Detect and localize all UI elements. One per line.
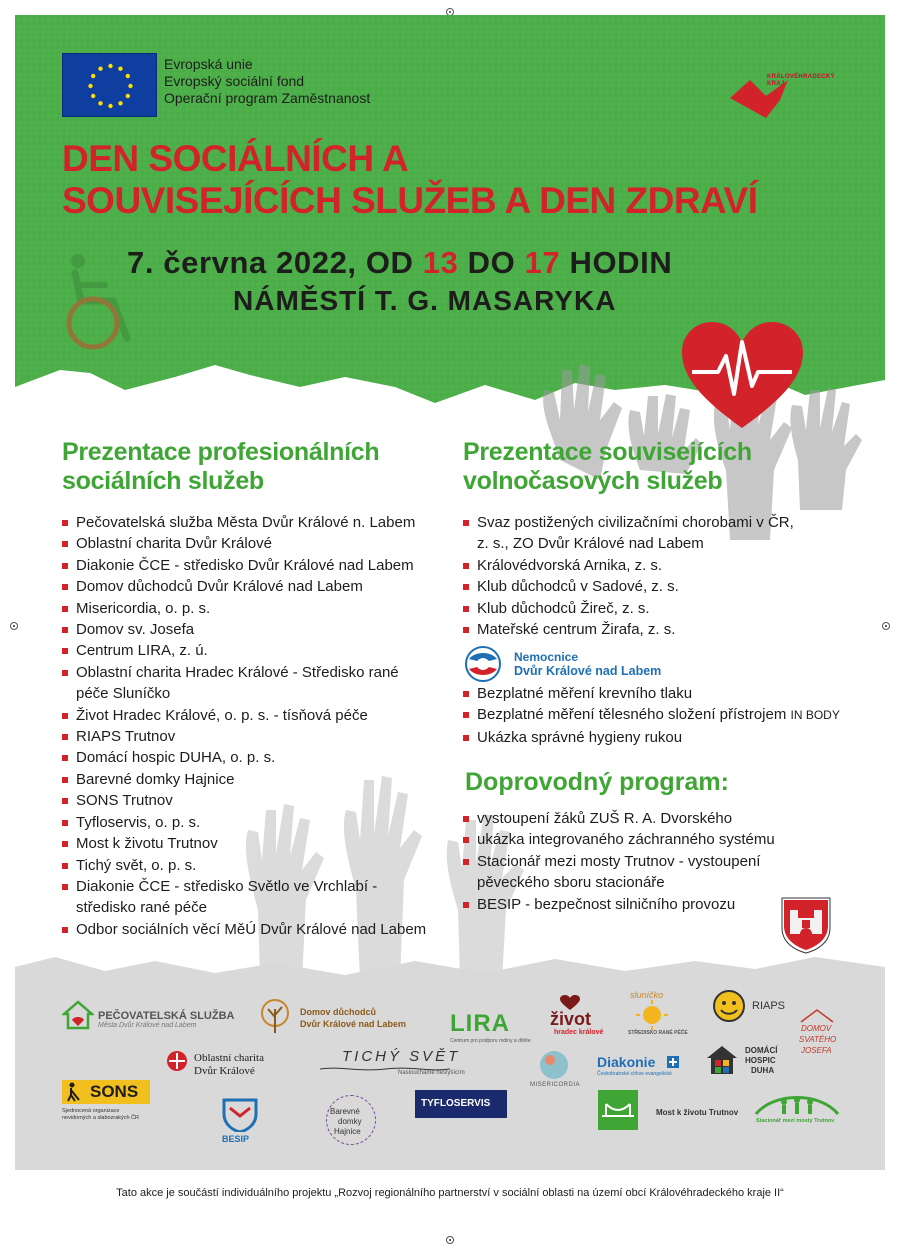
professional-services-list — [62, 512, 426, 940]
list-item: Diakonie ČCE - středisko Dvůr Králové nad Labem — [62, 555, 426, 576]
eu-program-text — [164, 56, 370, 107]
title-line-1: DEN SOCIÁLNÍCH A — [62, 138, 409, 179]
leisure-services-heading: Prezentace souvisejících volnočasových služeb — [463, 438, 752, 495]
poster: Evropská unie Evropský sociální fond Operační program Zaměstnanost KRÁLOVÉHRADECKÝ KRAJ DEN SOCIÁLNÍCH A SOUVISEJÍCÍCH SLUŽEB A DEN ZDRAVÍ 7. června 2022, OD 13 DO 17 HODIN NÁMĚSTÍ T. G. MASARYKA Prezentace profesionálních sociálních služeb Pečovatelská služba Města Dvůr Králové n. Labem Oblastní charita Dvůr Králové Diakonie ČCE - středisko Dvůr Králové nad Labem Domov důchodců Dvůr Králové nad Labem Misericordia, o. p. s. Domov sv. Josefa Centrum LIRA, z. ú. Oblastní charita Hradec Králové - Středisko rané péče Sluníčko Život Hradec Králové, o. p. s. - tísňová péče RIAPS Trutnov Domácí hospic DUHA, o. p. s. Barevné domky Hajnice SONS Trutnov Tyfloservis, o. p. s. Most k životu Trutnov Tichý svět, o. p. s. Diakonie ČCE - středisko Světlo ve Vrchlabí - středisko rané péče Odbor sociálních věcí MěÚ Dvůr Králové nad Labem Prezentace souvisejících volnočasových služeb Svaz postižených civilizačními chorobami v ČR, z. s., ZO Dvůr Králové nad Labem Královédvorská Arnika, z. s. Klub důchodců v Sadové, z. s. Klub důchodců Žireč, z. s. Mateřské centrum Žirafa, z. s. Nemocnice Dvůr Králové nad Labem Bezplatné měření krevního tlaku Bezplatné měření tělesného složení přístrojem IN BODY Ukázka správné hygieny rukou Doprovodný program: vystoupení žáků ZUŠ R. A. Dvorského ukázka integrovaného záchranného systému Stacionář mezi mosty Trutnov - vystoupení pěveckého sboru stacionáře BESIP - bezpečnost silničního provozu PEČOVATELSKÁ SLUŽBA Města Dvůr Králové nad Labem Domov důchodců Dvůr Králové nad Labem LIRA Centrum pro podporu rodiny a dítěte život hradec králové sluníčko STŘEDISKO RANÉ PÉČE RIAPS DOMOV SVATÉHO JOSEFA Oblastní charita Dvůr Králové TICHÝ SVĚT Nasloucháme neslyšícím MISERICORDIA Diakonie Českobratrské církve evangelické DOMÁCÍ HOSPIC DUHA SONS Sjednocená organizace nevidomých a slabozrakých ČR BESIP Barevné domky Hajnice TYFLOSERVIS Most k životu Trutnov Stacionář mezi mosty Trutnov Tato akce je součástí individuálního projektu „Rozvoj regionálního partnerství v sociální oblasti na území obcí Královéhradeckého kraje II“ — [0, 0, 900, 1252]
list-item: Domov sv. Josefa — [62, 619, 426, 640]
program-heading: Doprovodný program: — [465, 768, 729, 796]
tree-icon — [260, 997, 290, 1035]
title-line-2: SOUVISEJÍCÍCH SLUŽEB A DEN ZDRAVÍ — [62, 180, 758, 221]
list-item: Tyfloservis, o. p. s. — [62, 812, 426, 833]
list-item: Domácí hospic DUHA, o. p. s. — [62, 747, 426, 768]
diakonie-cross-icon — [667, 1056, 679, 1068]
kraj-name: KRÁLOVÉHRADECKÝ KRAJ — [767, 74, 835, 87]
roof-icon — [797, 1008, 837, 1024]
list-item: Ukázka správné hygieny rukou — [463, 727, 840, 748]
event-date: 7. června 2022, OD 13 DO 17 HODIN — [127, 245, 673, 280]
stacionar-people-icon — [754, 1090, 840, 1116]
program-list — [463, 808, 775, 915]
end-hour: 17 — [524, 245, 561, 280]
sons-box: SONS — [62, 1080, 150, 1104]
list-item: RIAPS Trutnov — [62, 726, 426, 747]
eu-line-3: Operační program Zaměstnanost — [164, 90, 371, 106]
list-item: Život Hradec Králové, o. p. s. - tísňová péče — [62, 705, 426, 726]
blind-person-icon — [65, 1082, 85, 1102]
professional-services-heading: Prezentace profesionálních sociálních služeb — [62, 438, 380, 495]
list-item: Misericordia, o. p. s. — [62, 598, 426, 619]
list-item: Diakonie ČCE - středisko Světlo ve Vrchlabí - středisko rané péče — [62, 876, 426, 919]
list-item: Stacionář mezi mosty Trutnov - vystoupení pěveckého sboru stacionáře — [463, 851, 775, 894]
start-hour: 13 — [422, 245, 459, 280]
list-item: Barevné domky Hajnice — [62, 769, 426, 790]
list-item: Oblastní charita Hradec Králové - Středisko rané péče Sluníčko — [62, 662, 426, 705]
list-item: Most k životu Trutnov — [62, 833, 426, 854]
list-item: BESIP - bezpečnost silničního provozu — [463, 894, 775, 915]
list-item: Domov důchodců Dvůr Králové nad Labem — [62, 576, 426, 597]
leisure-services-list — [463, 512, 794, 640]
list-item: SONS Trutnov — [62, 790, 426, 811]
device-name: IN BODY — [790, 708, 840, 723]
list-item: Mateřské centrum Žirafa, z. s. — [463, 619, 794, 640]
list-item: Odbor sociálních věcí MěÚ Dvůr Králové nad Labem — [62, 919, 426, 940]
event-place: NÁMĚSTÍ T. G. MASARYKA — [233, 285, 617, 316]
bridge-icon — [598, 1090, 638, 1130]
registration-mark — [882, 622, 890, 630]
event-title — [62, 138, 757, 222]
sun-icon — [632, 1000, 672, 1030]
eu-flag-icon — [62, 53, 157, 117]
project-footer: Tato akce je součástí individuálního projektu „Rozvoj regionálního partnerství v sociální oblasti na území obcí Královéhradeckého kraje II“ — [116, 1187, 784, 1199]
smiley-icon — [712, 990, 746, 1022]
rainbow-house-icon — [705, 1044, 739, 1076]
hospital-services-list — [463, 683, 840, 748]
list-item: Klub důchodců v Sadové, z. s. — [463, 576, 794, 597]
besip-shield-icon — [220, 1096, 260, 1132]
heart-icon — [680, 320, 805, 430]
coat-of-arms-icon — [780, 896, 832, 954]
list-item: Centrum LIRA, z. ú. — [62, 640, 426, 661]
list-item: vystoupení žáků ZUŠ R. A. Dvorského — [463, 808, 775, 829]
list-item: Bezplatné měření krevního tlaku — [463, 683, 840, 704]
registration-mark — [446, 1236, 454, 1244]
eu-line-2: Evropský sociální fond — [164, 73, 305, 89]
list-item: Tichý svět, o. p. s. — [62, 855, 426, 876]
eu-line-1: Evropská unie — [164, 56, 253, 72]
charita-cross-icon — [166, 1050, 188, 1072]
list-item: Královédvorská Arnika, z. s. — [463, 555, 794, 576]
list-item: Oblastní charita Dvůr Králové — [62, 533, 426, 554]
list-item: Pečovatelská služba Města Dvůr Králové n. Labem — [62, 512, 426, 533]
list-item: Klub důchodců Žireč, z. s. — [463, 598, 794, 619]
wave-icon — [534, 1050, 574, 1080]
hospital-name: Nemocnice Dvůr Králové nad Labem — [514, 650, 662, 678]
list-item: Svaz postižených civilizačními chorobami v ČR, z. s., ZO Dvůr Králové nad Labem — [463, 512, 794, 555]
list-item: ukázka integrovaného záchranného systému — [463, 829, 775, 850]
house-hands-icon — [62, 1000, 94, 1032]
registration-mark — [10, 622, 18, 630]
list-item: Bezplatné měření tělesného složení přístrojem IN BODY — [463, 704, 840, 726]
tyfloservis-box: TYFLOSERVIS — [415, 1090, 507, 1118]
